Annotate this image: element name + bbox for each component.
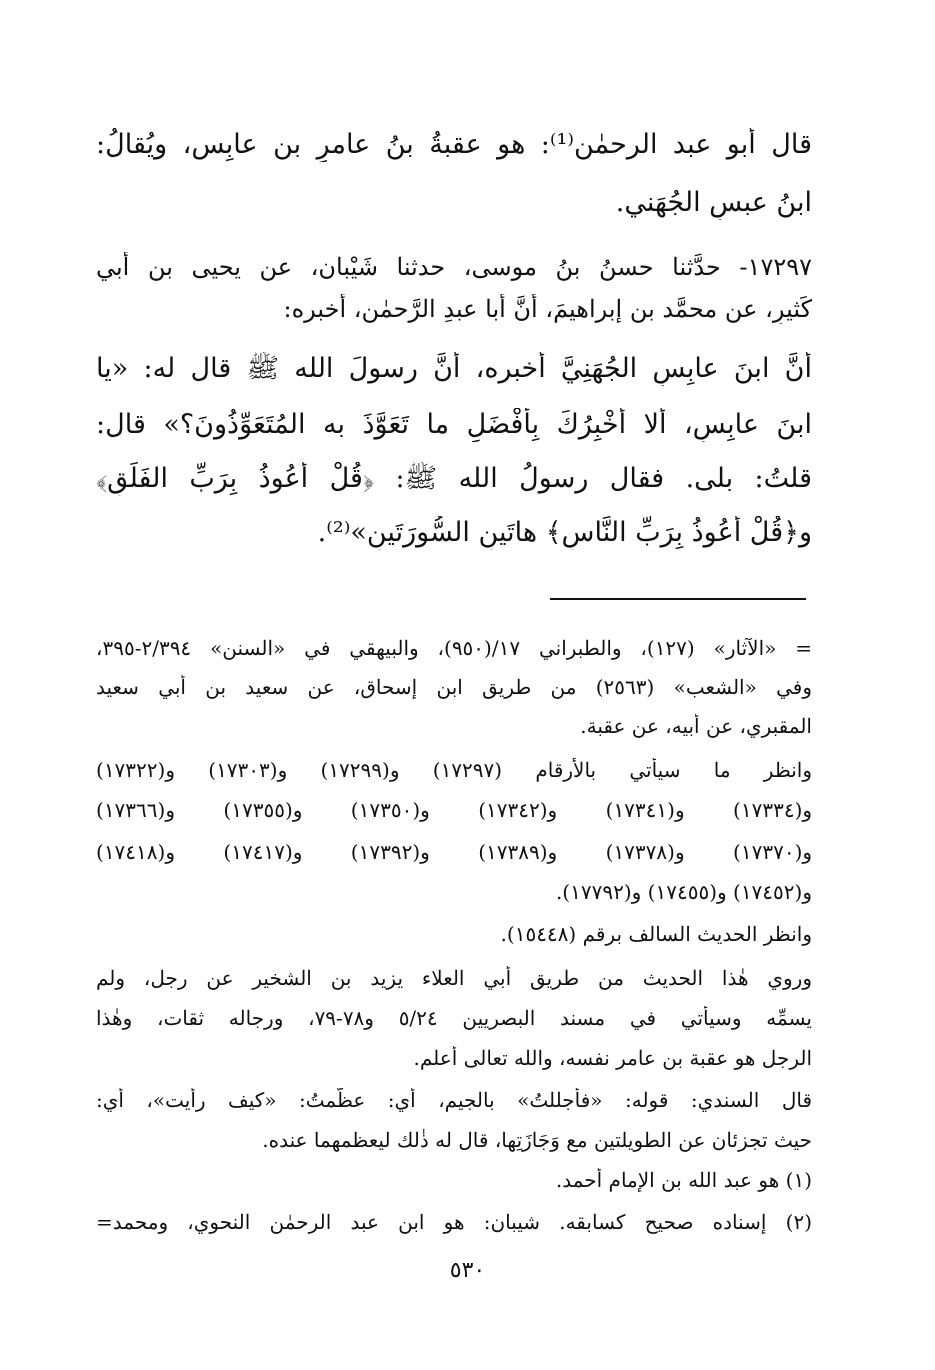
hadith-text-line-4: و﴿قُلْ أَعُوذُ بِرَبِّ النَّاسِ﴾ هاتَينِ السُّورَتَينِ»⁽²⁾. bbox=[317, 517, 812, 548]
intro-line-2: ابنُ عبسٍ الجُهَني. bbox=[615, 187, 812, 218]
footnote-line-8: وانظر الحديث السالف برقم (١٥٤٤٨). bbox=[500, 922, 812, 946]
hadith-chain-line-1: ١٧٢٩٧- حدَّثنا حسنُ بنُ موسى، حدثنا شَيْبان، عن يحيى بنِ أبي bbox=[96, 253, 812, 281]
footnote-line-10: يسمِّه وسيأتي في مسند البصريين ٥/٢٤ و٧٨-٧٩، ورجاله ثقات، وهٰذا bbox=[96, 1006, 812, 1030]
hadith-text-line-2: ابنَ عابِسٍ، ألا أُخْبِرُكَ بِأَفْضَلِ ما تَعَوَّذَ به المُتَعَوِّذُونَ؟» قال: bbox=[96, 409, 812, 440]
hadith-text-line-1: أنَّ ابنَ عابِسٍ الجُهَنِيَّ أخبره، أنَّ رسولَ الله ﷺ قال له: «يا bbox=[96, 353, 812, 384]
page-number: ٥٣٠ bbox=[449, 1258, 486, 1283]
hadith-chain-line-2: كَثيرٍ، عن محمَّد بن إبراهيمَ، أنَّ أبا عبدِ الرَّحمٰنِ، أخبره: bbox=[283, 295, 812, 323]
footnote-line-7: و(١٧٤٥٢) و(١٧٤٥٥) و(١٧٧٩٢). bbox=[555, 880, 812, 904]
footnote-line-5: و(١٧٣٣٤) و(١٧٣٤١) و(١٧٣٤٢) و(١٧٣٥٠) و(١٧٣٥٥) و(١٧٣٦٦) bbox=[96, 798, 812, 822]
hadith-text-line-3: قلتُ: بلى. فقال رسولُ الله ﷺ: ﴿قُلْ أَعُوذُ بِرَبِّ الفَلَقِ﴾ bbox=[96, 463, 812, 494]
footnote-line-12: قال السندي: قوله: «فأجللتُ» بالجيم، أي: عظَّمتُ: «كيف رأيت»، أي: bbox=[96, 1088, 812, 1112]
footnote-line-4: وانظر ما سيأتي بالأرقام (١٧٢٩٧) و(١٧٢٩٩) و(١٧٣٠٣) و(١٧٣٢٢) bbox=[96, 758, 812, 782]
footnote-line-13: حيث تجزئان عن الطويلتين مع وَجَازَتِها، قال له ذٰلك ليعظمهما عنده. bbox=[262, 1128, 812, 1152]
footnote-line-1: = «الآثار» (١٢٧)، والطبراني ١٧/(٩٥٠)، والبيهقي في «السنن» ٢/٣٩٤-٣٩٥، bbox=[96, 636, 812, 660]
footnote-line-2: وفي «الشعب» (٢٥٦٣) من طريق ابن إسحاق، عن سعيد بن أبي سعيد bbox=[96, 675, 812, 699]
intro-line-1: قال أبو عبد الرحمٰن⁽¹⁾: هو عقبةُ بنُ عامرِ بن عابِس، ويُقالُ: bbox=[96, 129, 812, 160]
footnote-line-11: الرجل هو عقبة بن عامر نفسه، والله تعالى أعلم. bbox=[413, 1046, 812, 1070]
footnote-line-3: المقبري، عن أبيه، عن عقبة. bbox=[580, 714, 812, 738]
footnote-line-15: (٢) إسناده صحيح كسابقه. شيبان: هو ابن عبد الرحمٰن النحوي، ومحمد= bbox=[96, 1210, 812, 1234]
footnote-line-14: (١) هو عبد الله بن الإمام أحمد. bbox=[555, 1168, 812, 1192]
footnote-line-9: وروي هٰذا الحديث من طريق أبي العلاء يزيد بن الشخير عن رجل، ولم bbox=[96, 966, 812, 990]
footnote-separator bbox=[550, 598, 806, 600]
footnote-line-6: و(١٧٣٧٠) و(١٧٣٧٨) و(١٧٣٨٩) و(١٧٣٩٢) و(١٧٤١٧) و(١٧٤١٨) bbox=[96, 840, 812, 864]
